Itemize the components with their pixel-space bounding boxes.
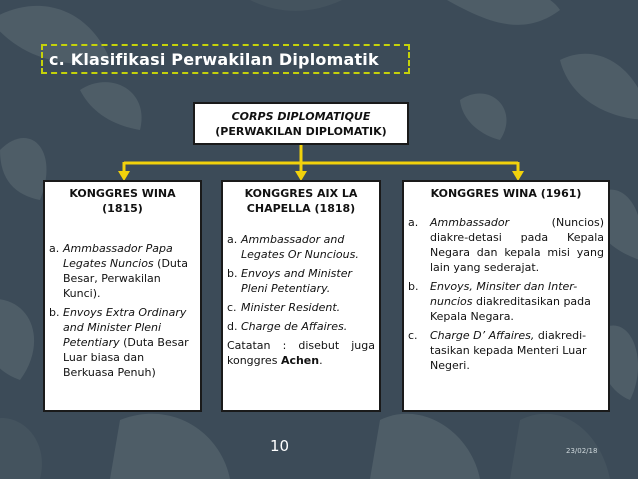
slide-title-box [41,44,410,74]
item-text: Ammbassador [430,216,510,229]
list-item [227,319,375,334]
item-label: d. [227,320,238,333]
item-note: diakreditasikan pada Kepala Negara. [430,295,591,323]
item-text: Ammbassador Papa Legates Nuncios [63,242,173,270]
item-note: (Duta Besar Luar biasa dan Berkuasa Penuh) [63,336,189,379]
item-text: Ammbassador and Legates Or Nuncious. [241,233,359,261]
item-label: c. [227,301,237,314]
item-label: c. [408,329,418,342]
list-item [408,215,604,275]
item-label: a. [408,216,419,229]
list-item [408,328,604,373]
node2-heading-line2: CHAPELLA (1818) [246,202,356,215]
item-text: Charge de Affaires. [241,320,348,333]
list-item [49,305,196,380]
list-item [49,241,196,301]
note-bold: Achen [280,354,320,367]
page-number: 10 [270,437,290,455]
list-item [227,300,375,315]
node-konggres-aix-la-chapella-1818 [221,180,381,412]
node2-note [227,338,375,368]
node-konggres-wina-1815 [43,180,202,412]
item-note: diakredi-tasikan kepada Menteri Luar Negeri. [430,329,587,372]
item-label: b. [49,306,60,319]
item-text: Envoys and Minister Pleni Petentiary. [241,267,352,295]
node1-heading-line1: KONGGRES WINA [69,187,176,200]
list-item [408,279,604,324]
node2-heading-line1: KONGGRES AIX LA [244,187,358,200]
slide-date: 23/02/18 [566,447,598,455]
slide-title: c. Klasifikasi Perwakilan Diplomatik [49,49,379,69]
item-label: a. [49,242,60,255]
node-konggres-wina-1961 [402,180,610,412]
item-label: a. [227,233,238,246]
item-text: Envoys, Minsiter dan Inter-nuncios [430,280,578,308]
note-prefix: Catatan : disebut juga konggres [227,339,375,367]
item-text: Minister Resident. [241,301,341,314]
node3-heading: KONGGRES WINA (1961) [430,187,582,200]
node1-heading-line2: (1815) [102,202,143,215]
item-note: (Nuncios) diakre-detasi pada Kepala Negara dan kepala misi yang lain yang sederajat. [430,216,604,274]
item-note: (Duta Besar, Perwakilan Kunci). [63,257,188,300]
root-line2: (PERWAKILAN DIPLOMATIK) [215,125,387,138]
note-suffix: . [319,354,323,367]
item-label: b. [227,267,238,280]
list-item [227,232,375,262]
item-label: b. [408,280,419,293]
node2-heading [223,186,379,216]
root-node-corps-diplomatique [193,102,409,145]
node1-heading [45,186,200,216]
item-text: Envoys Extra Ordinary and Minister Pleni Petentiary [63,306,187,349]
root-line1: CORPS DIPLOMATIQUE [231,110,371,123]
item-text: Charge D’ Affaires, [430,329,535,342]
list-item [227,266,375,296]
